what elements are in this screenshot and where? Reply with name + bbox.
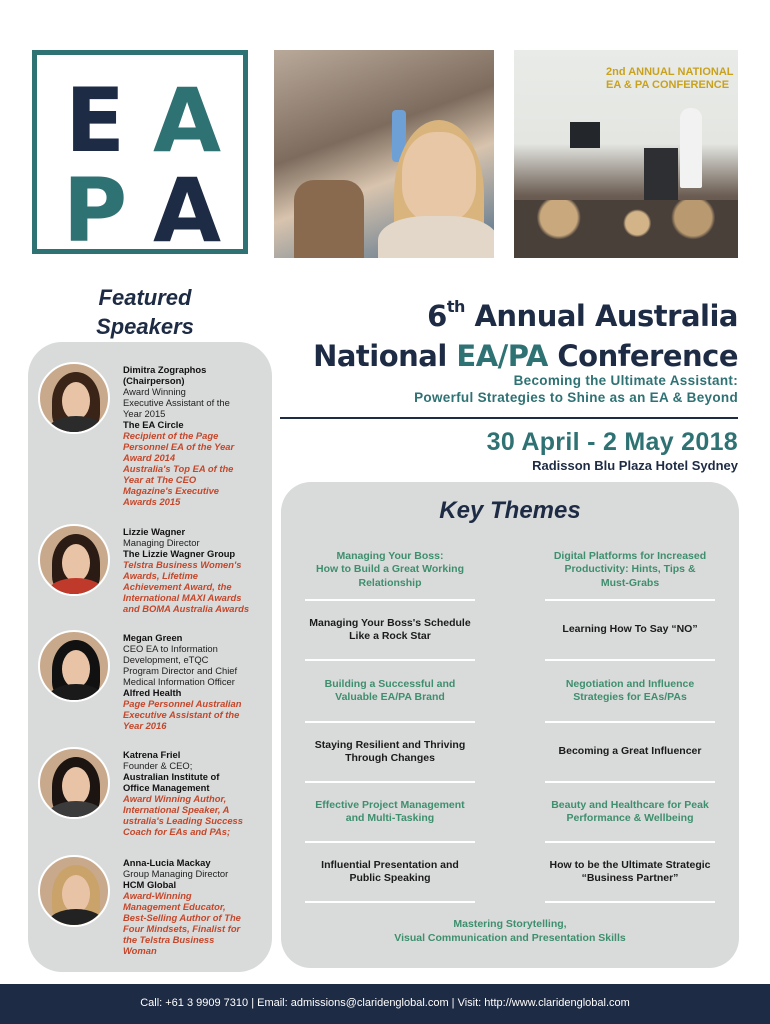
speaker-award: Awards 2015 bbox=[123, 496, 181, 507]
speaker-award: Magazine's Executive bbox=[123, 485, 220, 496]
theme-divider bbox=[545, 599, 715, 601]
attendee-body-shape bbox=[378, 216, 494, 258]
theme-line: Influential Presentation and bbox=[321, 858, 459, 871]
theme-line: Productivity: Hints, Tips & bbox=[564, 563, 696, 576]
title-line2-start: National bbox=[313, 339, 457, 373]
speaker-name: Dimitra Zographos bbox=[123, 364, 207, 375]
title-line2-accent: EA/PA bbox=[456, 339, 548, 373]
theme-line: Performance & Wellbeing bbox=[566, 812, 694, 824]
theme-last-line1: Mastering Storytelling, bbox=[453, 918, 567, 930]
crowd-shape bbox=[514, 200, 738, 258]
theme-line: Effective Project Management bbox=[315, 798, 465, 811]
theme-divider bbox=[545, 781, 715, 783]
audience-photo bbox=[274, 50, 494, 258]
conference-subtitle bbox=[300, 372, 738, 406]
speaker-award: Award Winning Author, bbox=[123, 793, 227, 804]
key-themes-heading: Key Themes bbox=[439, 497, 581, 524]
speaker-award: Woman bbox=[123, 945, 157, 956]
title-line2-end: Conference bbox=[547, 339, 738, 373]
speaker-avatar bbox=[38, 630, 110, 702]
theme-line: Valuable EA/PA Brand bbox=[335, 691, 445, 703]
theme-item bbox=[545, 678, 715, 705]
theme-line: and Multi-Tasking bbox=[345, 812, 435, 824]
speaker-organisation: Alfred Health bbox=[123, 687, 182, 698]
speaker-organisation: The Lizzie Wagner Group bbox=[123, 548, 236, 559]
logo-letter-a2: A bbox=[152, 159, 222, 262]
theme-item bbox=[305, 739, 475, 766]
theme-divider bbox=[545, 659, 715, 661]
speaker-award: Best-Selling Author of The bbox=[123, 912, 241, 923]
theme-item-last bbox=[281, 918, 739, 945]
speaker-info bbox=[123, 632, 263, 731]
theme-line: Like a Rock Star bbox=[349, 630, 431, 642]
speaker-avatar bbox=[38, 747, 110, 819]
speaker-avatar bbox=[38, 524, 110, 596]
theme-line: Public Speaking bbox=[349, 872, 431, 884]
speaker-info bbox=[123, 857, 263, 956]
conference-banner bbox=[606, 66, 736, 92]
theme-last-line2: Visual Communication and Presentation Skills bbox=[394, 931, 626, 944]
speaker-award: Australia's Top EA of the bbox=[123, 463, 234, 474]
speaker-description: CEO EA to Information bbox=[123, 643, 218, 654]
logo-letter-e: E bbox=[64, 69, 126, 172]
contact-footer bbox=[0, 984, 770, 1024]
speaker-award: Coach for EAs and PAs; bbox=[123, 826, 231, 837]
theme-item bbox=[305, 859, 475, 886]
speaker-award: Recipient of the Page bbox=[123, 430, 219, 441]
laptop-shape bbox=[570, 122, 600, 148]
conference-title bbox=[270, 287, 738, 376]
theme-line: Digital Platforms for Increased bbox=[553, 549, 707, 562]
speaker-award: the Telstra Business bbox=[123, 934, 215, 945]
theme-item bbox=[305, 550, 475, 591]
speaker-award: Telstra Business Women's bbox=[123, 559, 242, 570]
logo-letter-p: P bbox=[62, 159, 128, 262]
ea-pa-logo bbox=[32, 50, 248, 262]
presenter-shape bbox=[680, 108, 702, 188]
theme-divider bbox=[305, 599, 475, 601]
conference-title-line1 bbox=[270, 287, 738, 336]
speaker-avatar bbox=[38, 855, 110, 927]
theme-item bbox=[545, 859, 715, 886]
conference-dates: 30 April - 2 May 2018 bbox=[486, 428, 738, 456]
speaker-award: Awards, Lifetime bbox=[123, 570, 199, 581]
speaker-award: Year 2016 bbox=[123, 720, 167, 731]
theme-line: Must-Grabs bbox=[600, 576, 660, 589]
speaker-description: Founder & CEO; bbox=[123, 760, 193, 771]
speaker-award: and BOMA Australia Awards bbox=[123, 603, 250, 614]
speaker-description: Executive Assistant of the bbox=[123, 397, 230, 408]
speaker-organisation: Australian Institute of Office Management bbox=[123, 771, 220, 793]
speaker-role: (Chairperson) bbox=[123, 375, 185, 386]
ordinal-number: 6 bbox=[427, 299, 447, 333]
attendee-face-shape bbox=[402, 132, 476, 222]
speaker-award: Award 2014 bbox=[123, 452, 176, 463]
conference-title-line2 bbox=[270, 336, 738, 376]
subtitle-line2: Powerful Strategies to Shine as an EA & Beyond bbox=[414, 390, 738, 405]
speaker-award: Award-Winning bbox=[123, 890, 192, 901]
speaker-name: Megan Green bbox=[123, 632, 183, 643]
ordinal-suffix: th bbox=[446, 297, 465, 316]
theme-line: “Business Partner” bbox=[581, 872, 679, 884]
speaker-organisation: HCM Global bbox=[123, 879, 177, 890]
theme-divider bbox=[545, 841, 715, 843]
theme-item bbox=[305, 799, 475, 826]
theme-item bbox=[305, 617, 475, 644]
speaker-name: Katrena Friel bbox=[123, 749, 181, 760]
title-line1-text: Annual Australia bbox=[464, 299, 738, 333]
footer-contact-text: Call: +61 3 9909 7310 | Email: admissions@claridenglobal.com | Visit: http://www.claridenglobal.com bbox=[140, 997, 630, 1009]
theme-line: Strategies for EAs/PAs bbox=[573, 691, 687, 703]
logo-letter-a: A bbox=[152, 69, 222, 172]
theme-line: Becoming a Great Influencer bbox=[558, 745, 702, 758]
chair-shape bbox=[294, 180, 364, 258]
theme-item bbox=[545, 550, 715, 591]
theme-line: Through Changes bbox=[345, 752, 435, 764]
theme-divider bbox=[305, 781, 475, 783]
theme-divider bbox=[305, 901, 475, 903]
speaker-award: International Speaker, A bbox=[123, 804, 230, 815]
speaker-name: Anna-Lucia Mackay bbox=[123, 857, 211, 868]
speaker-info bbox=[123, 526, 263, 614]
conference-room-photo bbox=[514, 50, 738, 258]
speakers-panel bbox=[28, 342, 272, 972]
theme-divider bbox=[305, 841, 475, 843]
theme-line: Negotiation and Influence bbox=[565, 677, 695, 690]
theme-item bbox=[545, 799, 715, 826]
theme-divider bbox=[545, 721, 715, 723]
featured-speakers-heading bbox=[60, 283, 230, 341]
speaker-award: Year at The CEO bbox=[123, 474, 197, 485]
speaker-description: Year 2015 bbox=[123, 408, 166, 419]
theme-line: Beauty and Healthcare for Peak bbox=[551, 798, 709, 811]
speaker-name: Lizzie Wagner bbox=[123, 526, 186, 537]
speaker-award: Achievement Award, the bbox=[123, 581, 232, 592]
speaker-award: Page Personnel Australian bbox=[123, 698, 242, 709]
theme-item bbox=[305, 678, 475, 705]
speaker-award: Executive Assistant of the bbox=[123, 709, 240, 720]
theme-line: How to Build a Great Working bbox=[316, 563, 464, 576]
banner-line-1: 2nd ANNUAL NATIONAL bbox=[606, 66, 734, 78]
speaker-organisation: The EA Circle bbox=[123, 419, 184, 430]
theme-line: Managing Your Boss: bbox=[336, 549, 444, 562]
featured-title-line2: Speakers bbox=[96, 314, 194, 339]
speaker-award: Four Mindsets, Finalist for bbox=[123, 923, 241, 934]
podium-shape bbox=[644, 148, 678, 202]
speaker-info bbox=[123, 749, 263, 837]
speaker-award: Management Educator, bbox=[123, 901, 226, 912]
speaker-description: Group Managing Director bbox=[123, 868, 229, 879]
theme-line: Building a Successful and bbox=[324, 677, 456, 690]
speaker-description: Managing Director bbox=[123, 537, 200, 548]
subtitle-line1: Becoming the Ultimate Assistant: bbox=[513, 373, 738, 388]
speaker-award: ustralia's Leading Success bbox=[123, 815, 243, 826]
theme-item bbox=[545, 745, 715, 759]
theme-line: Managing Your Boss's Schedule bbox=[309, 616, 471, 629]
speaker-info bbox=[123, 364, 263, 507]
speaker-description: Medical Information Officer bbox=[123, 676, 235, 687]
speaker-avatar bbox=[38, 362, 110, 434]
title-divider bbox=[280, 417, 738, 419]
theme-line: Staying Resilient and Thriving bbox=[314, 738, 466, 751]
theme-line: Relationship bbox=[358, 576, 422, 589]
speaker-award: International MAXI Awards bbox=[123, 592, 242, 603]
theme-item bbox=[545, 623, 715, 637]
theme-divider bbox=[305, 721, 475, 723]
theme-divider bbox=[545, 901, 715, 903]
speaker-description: Development, eTQC bbox=[123, 654, 209, 665]
conference-venue: Radisson Blu Plaza Hotel Sydney bbox=[532, 458, 738, 473]
speaker-description: Award Winning bbox=[123, 386, 186, 397]
speaker-award: Personnel EA of the Year bbox=[123, 441, 235, 452]
speaker-description: Program Director and Chief bbox=[123, 665, 238, 676]
theme-line: How to be the Ultimate Strategic bbox=[549, 858, 711, 871]
theme-line: Learning How To Say “NO” bbox=[562, 623, 698, 636]
theme-divider bbox=[305, 659, 475, 661]
key-themes-panel bbox=[281, 482, 739, 968]
featured-title-line1: Featured bbox=[98, 285, 192, 310]
banner-line-2: EA & PA CONFERENCE bbox=[606, 79, 730, 91]
